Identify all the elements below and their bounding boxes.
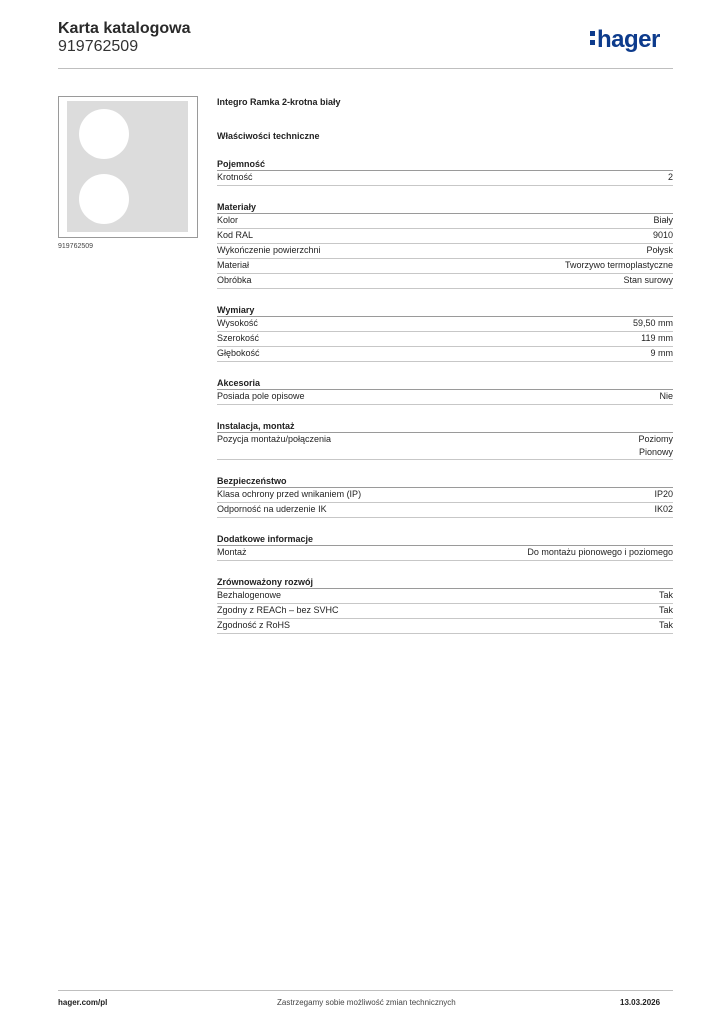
spec-value xyxy=(653,214,673,228)
product-code-header: 919762509 xyxy=(58,38,139,55)
section-title: Dodatkowe informacje xyxy=(217,533,673,546)
spec-value-line: IK02 xyxy=(654,504,673,514)
section-title: Instalacja, montaż xyxy=(217,420,673,433)
spec-label: Wysokość xyxy=(217,318,258,328)
double-frame-picture xyxy=(67,101,188,232)
spec-section xyxy=(217,576,673,634)
frame-opening-bottom xyxy=(79,174,129,224)
spec-value-line: Pionowy xyxy=(638,447,673,457)
footer-website: hager.com/pl xyxy=(58,998,108,1007)
spec-value-line: 9010 xyxy=(652,230,673,240)
spec-value xyxy=(651,347,674,361)
spec-section xyxy=(217,377,673,405)
spec-row xyxy=(217,171,673,186)
section-title: Pojemność xyxy=(217,158,673,171)
spec-label: Posiada pole opisowe xyxy=(217,391,305,401)
spec-value-line: Stan surowy xyxy=(623,275,673,285)
spec-label: Odporność na uderzenie IK xyxy=(217,504,327,514)
spec-value-line: Tworzywo termoplastyczne xyxy=(564,260,673,270)
spec-row xyxy=(217,433,673,460)
product-name: Integro Ramka 2-krotna biały xyxy=(217,97,341,107)
document-title: Karta katalogowa xyxy=(58,20,191,37)
spec-value-line: Nie xyxy=(659,391,673,401)
spec-value xyxy=(659,619,673,633)
spec-row xyxy=(217,503,673,518)
spec-value xyxy=(659,390,673,404)
product-image xyxy=(58,96,198,238)
spec-section xyxy=(217,304,673,362)
spec-row xyxy=(217,589,673,604)
spec-row xyxy=(217,214,673,229)
spec-row xyxy=(217,546,673,561)
spec-value-line: 59,50 mm xyxy=(632,318,673,328)
spec-row xyxy=(217,488,673,503)
logo-text: hager xyxy=(597,26,660,53)
spec-row xyxy=(217,347,673,362)
spec-value xyxy=(653,229,673,243)
spec-value xyxy=(659,589,673,603)
spec-label: Kolor xyxy=(217,215,239,225)
spec-value-line: IP20 xyxy=(654,489,673,499)
spec-row xyxy=(217,332,673,347)
section-title: Zrównoważony rozwój xyxy=(217,576,673,589)
spec-value-line: Tak xyxy=(658,590,673,600)
spec-label: Montaż xyxy=(217,547,247,557)
section-title: Wymiary xyxy=(217,304,673,317)
spec-label: Materiał xyxy=(217,260,250,270)
technical-properties-heading: Właściwości techniczne xyxy=(217,131,320,141)
spec-label: Pozycja montażu/połączenia xyxy=(217,434,332,444)
spec-row xyxy=(217,317,673,332)
spec-row xyxy=(217,244,673,259)
spec-value-line: 9 mm xyxy=(650,348,673,358)
spec-row xyxy=(217,229,673,244)
spec-label: Krotność xyxy=(217,172,253,182)
spec-section xyxy=(217,420,673,460)
spec-value xyxy=(654,488,673,502)
spec-label: Klasa ochrony przed wnikaniem (IP) xyxy=(217,489,362,499)
hager-logo xyxy=(590,26,660,54)
spec-label: Szerokość xyxy=(217,333,260,343)
spec-value-line: 119 mm xyxy=(641,333,673,343)
footer-disclaimer: Zastrzegamy sobie możliwość zmian technicznych xyxy=(277,998,456,1007)
footer-date: 13.03.2026 xyxy=(620,998,661,1007)
header-divider xyxy=(58,68,673,69)
spec-label: Głębokość xyxy=(217,348,260,358)
footer-divider xyxy=(58,990,673,991)
spec-value-line: 2 xyxy=(667,172,673,182)
spec-row xyxy=(217,259,673,274)
frame-opening-top xyxy=(79,109,129,159)
spec-content xyxy=(217,96,673,634)
spec-value xyxy=(646,244,673,258)
section-title: Bezpieczeństwo xyxy=(217,475,673,488)
spec-section xyxy=(217,533,673,561)
spec-sections xyxy=(217,158,673,634)
product-image-code: 919762509 xyxy=(58,243,94,250)
spec-value-line: Połysk xyxy=(646,245,673,255)
spec-section xyxy=(217,475,673,518)
spec-label: Zgodność z RoHS xyxy=(217,620,291,630)
spec-row xyxy=(217,390,673,405)
spec-value xyxy=(641,332,673,346)
spec-value-line: Tak xyxy=(658,620,673,630)
spec-label: Wykończenie powierzchni xyxy=(217,245,321,255)
spec-value-line: Tak xyxy=(658,605,673,615)
spec-row xyxy=(217,604,673,619)
spec-value-line: Poziomy xyxy=(638,434,673,444)
section-title: Akcesoria xyxy=(217,377,673,390)
spec-section xyxy=(217,158,673,186)
spec-value xyxy=(527,546,673,560)
section-title: Materiały xyxy=(217,201,673,214)
spec-row xyxy=(217,274,673,289)
spec-value xyxy=(654,503,673,517)
spec-row xyxy=(217,619,673,634)
spec-value-line: Do montażu pionowego i poziomego xyxy=(527,547,673,557)
spec-label: Kod RAL xyxy=(217,230,254,240)
spec-value xyxy=(623,274,673,288)
spec-label: Obróbka xyxy=(217,275,252,285)
spec-value xyxy=(659,604,673,618)
spec-value xyxy=(633,317,673,331)
spec-value xyxy=(638,433,673,459)
spec-value xyxy=(668,171,673,185)
logo-mark-icon xyxy=(590,31,595,45)
spec-label: Bezhalogenowe xyxy=(217,590,282,600)
spec-section xyxy=(217,201,673,289)
spec-value xyxy=(565,259,673,273)
spec-label: Zgodny z REACh – bez SVHC xyxy=(217,605,339,615)
spec-value-line: Biały xyxy=(653,215,673,225)
